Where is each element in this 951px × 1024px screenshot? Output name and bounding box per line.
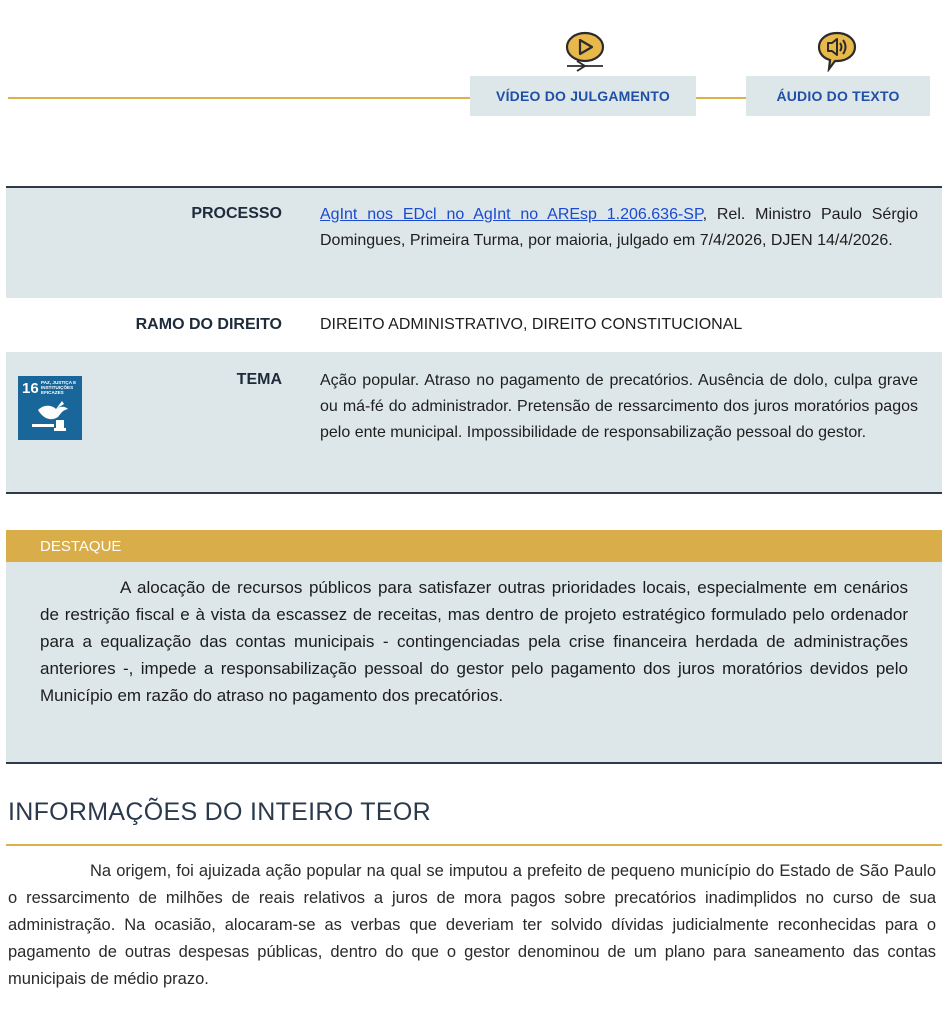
speaker-icon[interactable] <box>815 30 859 77</box>
processo-details: , Rel. Ministro Paulo Sérgio Domingues, Primeira Turma, por maioria, julgado em 7/4/2026, DJEN 14/4/2026. <box>320 206 919 249</box>
inteiro-teor-paragraph: Na origem, foi ajuizada ação popular na qual se imputou a prefeito de pequeno município do Estado de São Paulo o ressarcimento de milhões de reais relativos a juros de mora pagos sobre precatórios inadimplidos no curso de sua administração. Na ocasião, alocaram-se as verbas que deveriam ter solvido dívidas judicialmente reconhecidas para o pagamento de outras despesas públicas, dentro do que o gestor denominou de um plano para saneamento das contas municipais de médio prazo. <box>8 862 936 988</box>
processo-link[interactable]: AgInt nos EDcl no AgInt no AREsp 1.206.636-SP <box>320 206 703 223</box>
section-divider <box>6 844 942 846</box>
ods-16-badge <box>18 376 82 440</box>
svg-text:INSTITUIÇÕES: INSTITUIÇÕES <box>41 385 74 390</box>
dove-gavel-icon <box>18 376 82 440</box>
audio-button[interactable]: ÁUDIO DO TEXTO <box>746 76 930 116</box>
destaque-body <box>6 562 942 762</box>
video-button[interactable]: VÍDEO DO JULGAMENTO <box>470 76 696 116</box>
svg-text:PAZ, JUSTIÇA E: PAZ, JUSTIÇA E <box>41 380 77 385</box>
ramo-label: RAMO DO DIREITO <box>135 316 282 333</box>
processo-row <box>6 188 942 298</box>
section-title: INFORMAÇÕES DO INTEIRO TEOR <box>8 798 431 826</box>
processo-value <box>320 202 918 254</box>
header-divider-middle <box>696 97 746 99</box>
ods-number: 16 <box>22 380 39 397</box>
info-bottom-border <box>6 492 942 494</box>
destaque-header: DESTAQUE <box>6 530 942 562</box>
ramo-value: DIREITO ADMINISTRATIVO, DIREITO CONSTITUCIONAL <box>320 316 743 333</box>
header-divider-left <box>8 97 470 99</box>
tema-value: Ação popular. Atraso no pagamento de precatórios. Ausência de dolo, culpa grave ou má-fé do administrador. Pretensão de ressarcimento dos juros moratórios pagos pelo ente municipal. Impossibilidade de responsabilização pessoal do gestor. <box>320 372 918 441</box>
tema-label: TEMA <box>236 371 282 388</box>
destaque-bottom-border <box>6 762 942 764</box>
destaque-text: A alocação de recursos públicos para satisfazer outras prioridades locais, especialmente em cenários de restrição fiscal e à vista da escassez de receitas, mas dentro de projeto estratégico formulado pelo ordenador para a equalização das contas municipais - contingenciadas pela crise financeira herdada de administrações anteriores -, impede a responsabilização pessoal do gestor pelo pagamento dos juros moratórios devidos pelo Município em razão do atraso no pagamento dos precatórios. <box>40 578 908 705</box>
ramo-row <box>6 298 942 352</box>
video-play-icon[interactable] <box>563 30 607 77</box>
inteiro-teor-body <box>8 858 936 993</box>
tema-row <box>6 352 942 492</box>
processo-label: PROCESSO <box>191 205 282 222</box>
svg-text:EFICAZES: EFICAZES <box>41 390 64 395</box>
